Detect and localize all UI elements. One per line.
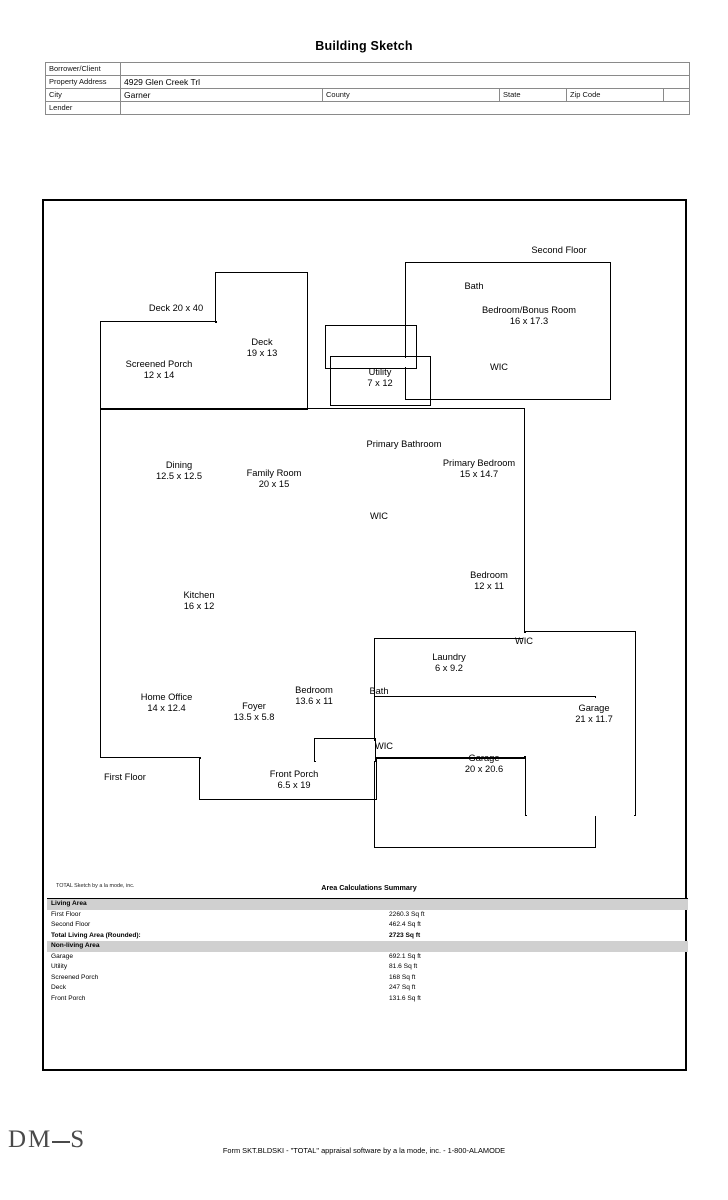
footer-note: Form SKT.BLDSKI - "TOTAL" appraisal software by a la mode, inc. - 1-800-ALAMODE — [222, 1146, 506, 1155]
label-screened-porch: Screened Porch 12 x 14 — [125, 359, 193, 380]
area-calculations-title: Area Calculations Summary — [321, 883, 417, 892]
front-porch-label: Front Porch — [51, 994, 86, 1002]
borrower-label: Borrower/Client — [46, 63, 121, 76]
label-first-floor: First Floor — [104, 772, 146, 782]
label-laundry: Laundry 6 x 9.2 — [432, 652, 466, 673]
living-area-heading-spacer — [385, 899, 688, 910]
wall-mask — [332, 358, 415, 367]
total-living-area-label: Total Living Area (Rounded): — [51, 931, 141, 939]
table-row — [46, 102, 690, 115]
living-area-heading: Living Area — [47, 899, 385, 910]
label-bath-lower: Bath — [369, 686, 389, 696]
total-living-area-value: 2723 Sq ft — [389, 931, 421, 939]
label-bedroom-12x11: Bedroom 12 x 11 — [470, 570, 508, 591]
page-title: Building Sketch — [315, 39, 413, 53]
table-row — [47, 920, 688, 931]
front-porch-value: 131.6 Sq ft — [389, 994, 421, 1002]
screened-porch-label: Screened Porch — [51, 973, 99, 981]
table-row — [47, 973, 688, 984]
label-bedroom-bonus-room: Bedroom/Bonus Room 16 x 17.3 — [481, 305, 577, 326]
deck-label: Deck — [51, 984, 67, 991]
label-wic-primary: WIC — [369, 511, 389, 521]
label-wic-foyer: WIC — [374, 741, 394, 751]
label-garage-20x206: Garage 20 x 20.6 — [464, 753, 504, 774]
non-living-area-heading: Non-living Area — [47, 941, 385, 952]
table-row — [46, 89, 690, 102]
area-calculations-table — [47, 898, 688, 1004]
label-second-floor: Second Floor — [531, 245, 587, 255]
garage-label: Garage — [51, 952, 73, 960]
label-deck-19x13: Deck 19 x 13 — [246, 337, 278, 358]
zip-label: Zip Code — [567, 89, 664, 102]
label-kitchen: Kitchen 16 x 12 — [183, 590, 215, 611]
table-row — [46, 63, 690, 76]
label-foyer: Foyer 13.5 x 5.8 — [233, 701, 275, 722]
label-primary-bathroom: Primary Bathroom — [366, 439, 442, 449]
label-bedroom-136x11: Bedroom 13.6 x 11 — [295, 685, 333, 706]
table-row — [47, 899, 688, 910]
screened-porch-value: 168 Sq ft — [389, 973, 416, 981]
utility-value: 81.6 Sq ft — [389, 963, 418, 970]
first-floor-value: 2260.3 Sq ft — [389, 910, 425, 918]
property-address-value: 4929 Glen Creek Trl — [121, 76, 690, 89]
city-label: City — [46, 89, 121, 102]
label-bath-upper: Bath — [464, 281, 484, 291]
label-family-room: Family Room 20 x 15 — [246, 468, 302, 489]
table-row — [46, 76, 690, 89]
label-primary-bedroom: Primary Bedroom 15 x 14.7 — [442, 458, 516, 479]
label-dining: Dining 12.5 x 12.5 — [155, 460, 202, 481]
county-label: County — [323, 89, 500, 102]
second-floor-label: Second Floor — [51, 921, 91, 928]
label-utility: Utility 7 x 12 — [367, 367, 393, 388]
property-address-label: Property Address — [46, 76, 121, 89]
wall-mask — [201, 753, 316, 761]
table-row — [47, 962, 688, 973]
dmls-logo: DM S — [8, 1126, 87, 1153]
borrower-value — [121, 63, 690, 76]
table-row — [47, 994, 688, 1005]
non-living-area-heading-spacer — [385, 941, 688, 952]
label-deck-20x40: Deck 20 x 40 — [148, 303, 204, 313]
label-front-porch: Front Porch 6.5 x 19 — [269, 769, 319, 790]
state-label: State — [500, 89, 567, 102]
zip-value — [664, 89, 690, 102]
table-row — [47, 983, 688, 994]
deck-value: 247 Sq ft — [389, 984, 416, 991]
lender-value — [121, 102, 690, 115]
label-home-office: Home Office 14 x 12.4 — [140, 692, 193, 713]
sketch-credit: TOTAL Sketch by a la mode, inc. — [56, 883, 135, 889]
table-row — [47, 931, 688, 942]
table-row — [47, 952, 688, 963]
second-floor-value: 462.4 Sq ft — [389, 921, 421, 928]
table-row — [47, 910, 688, 921]
lender-label: Lender — [46, 102, 121, 115]
city-value: Garner — [121, 89, 323, 102]
property-header-table — [45, 62, 690, 115]
table-row — [47, 941, 688, 952]
garage-value: 692.1 Sq ft — [389, 952, 421, 960]
label-wic-upper: WIC — [489, 362, 509, 372]
label-garage-21x117: Garage 21 x 11.7 — [575, 703, 613, 724]
label-wic-bedroom: WIC — [514, 636, 534, 646]
utility-label: Utility — [51, 963, 68, 970]
first-floor-label: First Floor — [51, 910, 81, 918]
